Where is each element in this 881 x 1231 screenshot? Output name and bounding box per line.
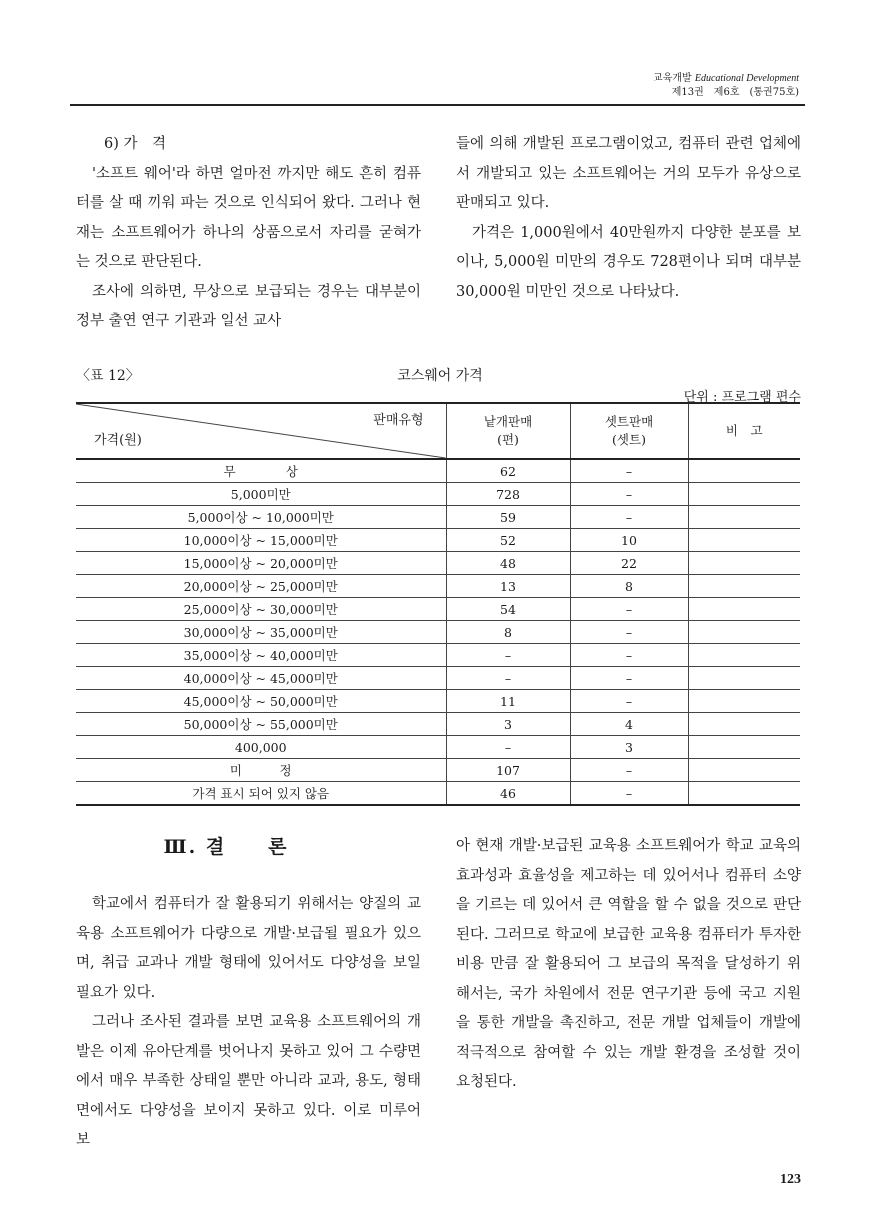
- note-cell: [688, 529, 800, 552]
- set-cell: 3: [570, 736, 688, 759]
- single-cell: –: [446, 667, 570, 690]
- price-cell: 40,000이상 ~ 45,000미만: [76, 667, 446, 690]
- table-body: [76, 459, 800, 805]
- price-cell: 5,000이상 ~ 10,000미만: [76, 506, 446, 529]
- set-cell: –: [570, 621, 688, 644]
- lower-left-column: [76, 890, 421, 1156]
- price-label: 가격(원): [94, 433, 142, 448]
- price-cell: 15,000이상 ~ 20,000미만: [76, 552, 446, 575]
- page-number: 123: [780, 1172, 801, 1187]
- col-set-header: 셋트판매 (셋트): [570, 403, 688, 459]
- note-cell: [688, 483, 800, 506]
- price-cell: 30,000이상 ~ 35,000미만: [76, 621, 446, 644]
- subheading: 6) 가 격: [104, 136, 167, 152]
- table-row: [76, 575, 800, 598]
- note-cell: [688, 575, 800, 598]
- table-row: [76, 529, 800, 552]
- note-cell: [688, 459, 800, 483]
- single-cell: 13: [446, 575, 570, 598]
- set-cell: 10: [570, 529, 688, 552]
- set-cell: 22: [570, 552, 688, 575]
- note-cell: [688, 690, 800, 713]
- price-table: [76, 402, 800, 806]
- set-cell: –: [570, 782, 688, 806]
- price-cell: 5,000미만: [76, 483, 446, 506]
- price-cell: 25,000이상 ~ 30,000미만: [76, 598, 446, 621]
- table-row: [76, 736, 800, 759]
- note-cell: [688, 506, 800, 529]
- price-cell: 20,000이상 ~ 25,000미만: [76, 575, 446, 598]
- single-cell: 59: [446, 506, 570, 529]
- col-note-header: 비 고: [688, 403, 800, 459]
- single-cell: 52: [446, 529, 570, 552]
- single-cell: 3: [446, 713, 570, 736]
- table-row: [76, 552, 800, 575]
- set-cell: –: [570, 644, 688, 667]
- single-cell: 11: [446, 690, 570, 713]
- price-cell: 미 정: [76, 759, 446, 782]
- table-row: [76, 598, 800, 621]
- table-row: [76, 459, 800, 483]
- note-cell: [688, 713, 800, 736]
- sale-type-label: 판매유형: [373, 413, 424, 428]
- diagonal-header-cell: [76, 403, 446, 459]
- set-cell: –: [570, 483, 688, 506]
- table-row: [76, 782, 800, 806]
- single-cell: 728: [446, 483, 570, 506]
- price-cell: 10,000이상 ~ 15,000미만: [76, 529, 446, 552]
- table-row: [76, 483, 800, 506]
- price-cell: 400,000: [76, 736, 446, 759]
- price-cell: 가격 표시 되어 있지 않음: [76, 782, 446, 806]
- price-cell: 무 상: [76, 459, 446, 483]
- table-row: [76, 667, 800, 690]
- set-cell: 4: [570, 713, 688, 736]
- upper-left-column: [76, 130, 421, 337]
- paragraph: 아 현재 개발·보급된 교육용 소프트웨어가 학교 교육의 효과성과 효율성을 제고하는 데 있어서나 컴퓨터 소양을 기르는 데 있어서 큰 역할을 할 수 없을 것으로 판단된다. 그러므로 학교에 보급한 교육용 컴퓨터가 투자한 비용 만큼 잘 활용되어 그 보급의 목적을 달성하기 위해서는, 국가 차원에서 전문 연구기관 등에 국고 지원을 통한 개발을 촉진하고, 전문 개발 업체들이 개발에 적극적으로 참여할 수 있는 개발 환경을 조성할 것이 요청된다.: [456, 838, 801, 1090]
- price-cell: 35,000이상 ~ 40,000미만: [76, 644, 446, 667]
- journal-title-ko: 교육개발: [653, 73, 692, 84]
- set-cell: –: [570, 598, 688, 621]
- paragraph: 조사에 의하면, 무상으로 보급되는 경우는 대부분이 정부 출연 연구 기관과 일선 교사: [76, 283, 421, 329]
- table-row: [76, 621, 800, 644]
- table-title: 코스웨어 가격: [397, 368, 483, 384]
- table-row: [76, 506, 800, 529]
- note-cell: [688, 736, 800, 759]
- single-cell: 62: [446, 459, 570, 483]
- paragraph: 그러나 조사된 결과를 보면 교육용 소프트웨어의 개발은 이제 유아단계를 벗어나지 못하고 있어 그 수량면에서 매우 부족한 상태일 뿐만 아니라 교과, 용도, 형태면에서도 다양성을 보이지 못하고 있다. 이로 미루어 보: [76, 1014, 421, 1148]
- note-cell: [688, 644, 800, 667]
- set-cell: –: [570, 690, 688, 713]
- single-cell: 54: [446, 598, 570, 621]
- paragraph: '소프트 웨어'라 하면 얼마전 까지만 해도 흔히 컴퓨터를 살 때 끼워 파는 것으로 인식되어 왔다. 그러나 현재는 소프트웨어가 하나의 상품으로서 자리를 굳혀가는 것으로 판단된다.: [76, 165, 421, 270]
- table-unit: 단위 : 프로그램 편수: [683, 390, 801, 405]
- single-cell: 8: [446, 621, 570, 644]
- set-cell: –: [570, 667, 688, 690]
- price-cell: 45,000이상 ~ 50,000미만: [76, 690, 446, 713]
- set-cell: –: [570, 506, 688, 529]
- upper-right-column: [456, 130, 801, 307]
- note-cell: [688, 621, 800, 644]
- table-row: [76, 759, 800, 782]
- price-cell: 50,000이상 ~ 55,000미만: [76, 713, 446, 736]
- col-single-header: 낱개판매 (편): [446, 403, 570, 459]
- set-cell: 8: [570, 575, 688, 598]
- issue-info: 제13권 제6호 (통권75호): [671, 87, 799, 98]
- set-cell: –: [570, 759, 688, 782]
- table-label: 〈표 12〉: [76, 368, 140, 384]
- single-cell: –: [446, 644, 570, 667]
- running-header: [653, 72, 799, 100]
- paragraph: 학교에서 컴퓨터가 잘 활용되기 위해서는 양질의 교육용 소프트웨어가 다량으로 개발·보급될 필요가 있으며, 취급 교과나 개발 형태에 있어서도 다양성을 보일 필요가 있다.: [76, 896, 421, 1001]
- paragraph: 들에 의해 개발된 프로그램이었고, 컴퓨터 관련 업체에서 개발되고 있는 소프트웨어는 거의 모두가 유상으로 판매되고 있다.: [456, 136, 801, 211]
- single-cell: 46: [446, 782, 570, 806]
- single-cell: 48: [446, 552, 570, 575]
- journal-title-en: Educational Development: [694, 73, 799, 84]
- table-row: [76, 713, 800, 736]
- note-cell: [688, 598, 800, 621]
- header-rule: [70, 104, 805, 106]
- set-cell: –: [570, 459, 688, 483]
- note-cell: [688, 759, 800, 782]
- table-row: [76, 690, 800, 713]
- single-cell: –: [446, 736, 570, 759]
- note-cell: [688, 552, 800, 575]
- paragraph: 가격은 1,000원에서 40만원까지 다양한 분포를 보이나, 5,000원 미만의 경우도 728편이나 되며 대부분 30,000원 미만인 것으로 나타났다.: [456, 224, 801, 300]
- table-row: [76, 644, 800, 667]
- single-cell: 107: [446, 759, 570, 782]
- lower-right-column: [456, 832, 801, 1098]
- note-cell: [688, 782, 800, 806]
- section-title: Ⅲ. 결 론: [163, 836, 289, 858]
- table-header-row: [76, 403, 800, 459]
- note-cell: [688, 667, 800, 690]
